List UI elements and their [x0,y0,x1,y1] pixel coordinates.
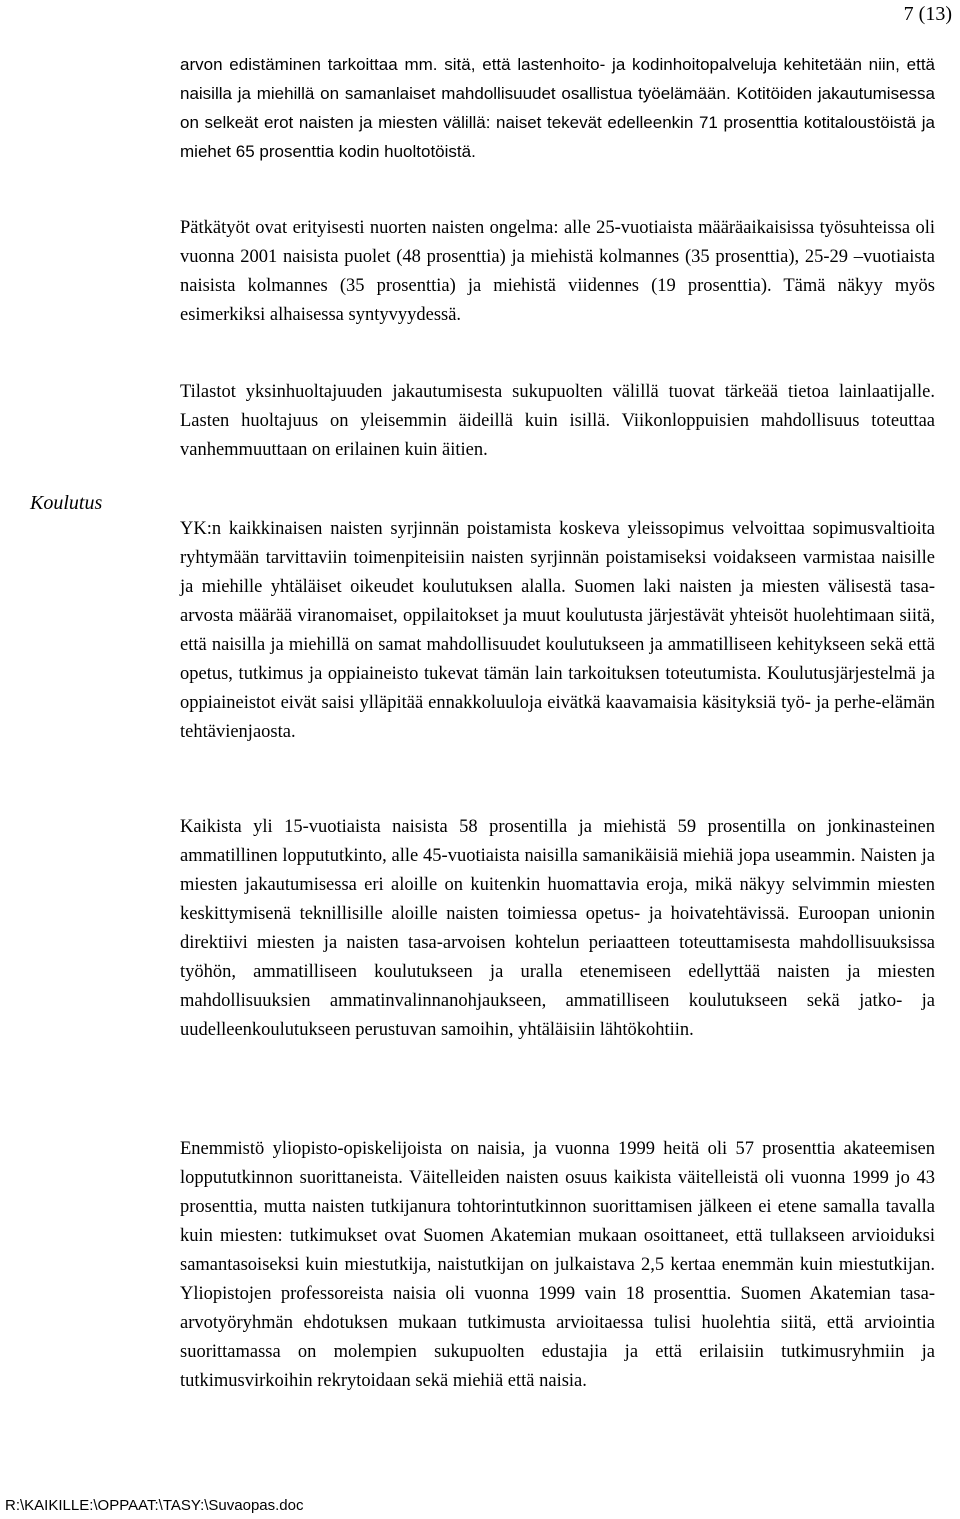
paragraph-3: Tilastot yksinhuoltajuuden jakautumisesta sukupuolten välillä tuovat tärkeää tietoa lainlaatijalle. Lasten huoltajuus on yleisemmin äideillä kuin isillä. Viikonloppuisien mahdollisuus toteuttaa vanhemmuuttaan on erilainen kuin äitien. [180,382,935,460]
page-number: 7 (13) [903,3,952,25]
paragraph-6: Enemmistö yliopisto-opiskelijoista on naisia, ja vuonna 1999 heitä oli 57 prosenttia akateemisen loppututkinnon suorittaneista. Väitelleiden naisten osuus kaikista väitelleistä oli vuonna 1999 jo 43 prosenttia, mutta naisten tutkijanura tohtorintutkinnon suorittamisen jälkeen ei etene samalla tavalla kuin miesten: tutkimukset ovat Suomen Akatemian mukaan osoittaneet, että tullakseen arvioiduksi samantasoiseksi kuin miestutkija, naistutkijan on julkaistava 2,5 kertaa enemmän kuin miestutkijan. Yliopistojen professoreista naisia oli vuonna 1999 vain 18 prosenttia. Suomen Akatemian tasa-arvotyöryhmän ehdotuksen mukaan tutkimusta arvioitaessa tulisi huolehtia siitä, että arviointia suorittamassa on molempien sukupuolten edustajia ja että erilaisiin tutkimusryhmiin ja tutkimusvirkoihin rekrytoidaan sekä miehiä että naisia. [180,1139,935,1391]
paragraph-1: arvon edistäminen tarkoittaa mm. sitä, että lastenhoito- ja kodinhoitopalveluja kehitetään niin, että naisilla ja miehillä on samanlaiset mahdollisuudet osallistua työelämään. Kotitöiden jakautumisessa on selkeät erot naisten ja miesten välillä: naiset tekevät edelleenkin 71 prosenttia kotitaloustöistä ja miehet 65 prosenttia kodin huoltotöistä. [180,55,935,161]
paragraph-4: YK:n kaikkinaisen naisten syrjinnän poistamista koskeva yleissopimus velvoittaa sopimusvaltioita ryhtymään tarvittaviin toimenpiteisiin naisten syrjinnän poistamiseksi voidakseen varmistaa naisille ja miehille yhtäläiset oikeudet koulutuksen alalla. Suomen laki naisten ja miesten välisestä tasa-arvosta määrää viranomaiset, oppilaitokset ja muut koulutusta järjestävät yhteisöt huolehtimaan siitä, että naisilla ja miehillä on samat mahdollisuudet koulutukseen ja ammatilliseen kehitykseen sekä että opetus, tutkimus ja oppiaineisto tukevat tämän lain tarkoituksen toteutumista. Koulutusjärjestelmä ja oppiaineistot eivät saisi ylläpitää ennakkoluuloja eivätkä kaavamaisia käsityksiä työ- ja perhe-elämän tehtävienjaosta. [180,519,935,742]
footer-file-path: R:\KAIKILLE:\OPPAAT:\TASY:\Suvaopas.doc [5,1497,304,1514]
paragraph-5: Kaikista yli 15-vuotiaista naisista 58 prosentilla ja miehistä 59 prosentilla on jonkinasteinen ammatillinen loppututkinto, alle 45-vuotiaista naisilla samanikäisiä miehiä jopa useammin. Naisten ja miesten jakautumisessa eri aloille on kuitenkin huomattavia eroja, mikä näkyy selvimmin miesten keskittymisenä teknillisille aloille naisten toimiessa opetus- ja hoivatehtävissä. Euroopan unionin direktiivi miesten ja naisten tasa-arvoisen kohtelun periaatteen toteuttamisesta mahdollisuuksissa työhön, ammatilliseen koulutukseen ja uralla etenemiseen edellyttää naisten ja miesten mahdollisuuksien ammatinvalinnanohjaukseen, ammatilliseen koulutukseen sekä jatko- ja uudelleenkoulutukseen perustuvan samoihin, yhtäläisiin lähtökohtiin. [180,817,935,1040]
section-heading-koulutus: Koulutus [30,492,103,514]
paragraph-2: Pätkätyöt ovat erityisesti nuorten naisten ongelma: alle 25-vuotiaista määräaikaisissa työsuhteissa oli vuonna 2001 naisista puolet (48 prosenttia) ja miehistä kolmannes (35 prosenttia), 25-29 –vuotiaista naisista kolmannes (35 prosenttia) ja miehistä viidennes (19 prosenttia). Tämä näkyy myös esimerkiksi alhaisessa syntyvyydessä. [180,218,935,325]
